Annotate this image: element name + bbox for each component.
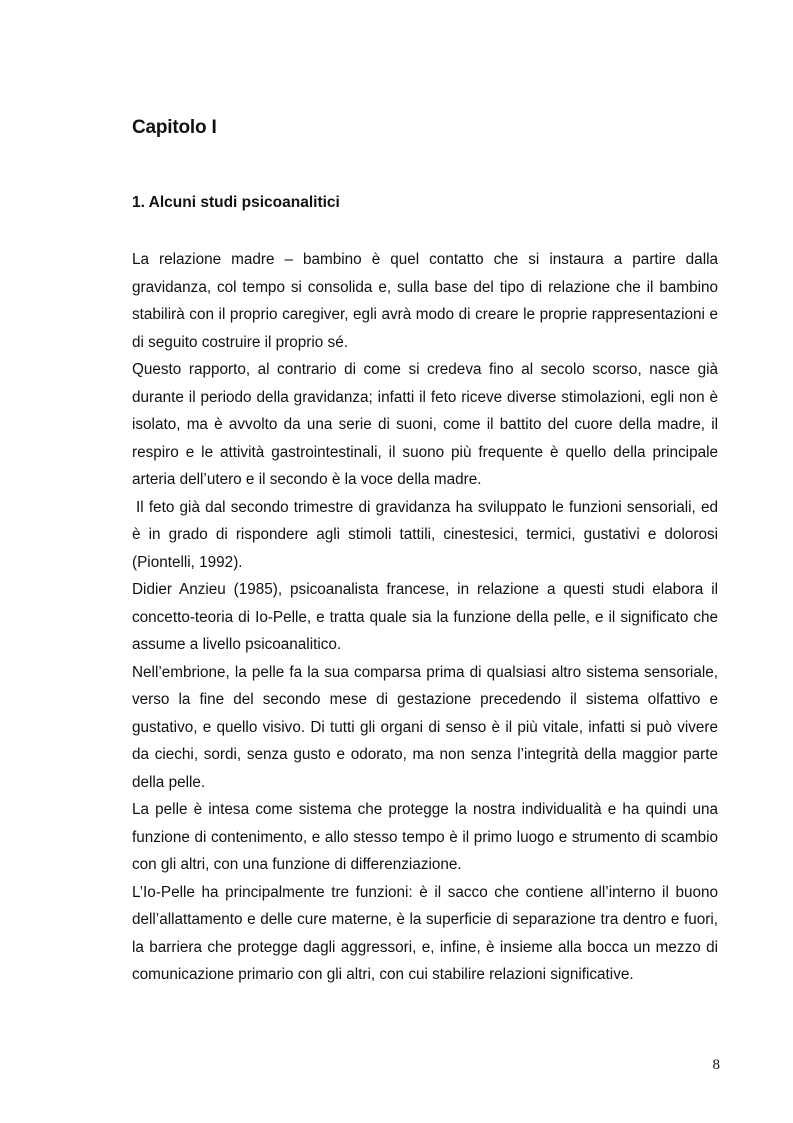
paragraph: Il feto già dal secondo trimestre di gravidanza ha sviluppato le funzioni sensoriali, ed è in grado di rispondere agli stimoli tattili, cinestesici, termici, gustativi e dolorosi (Piontelli, 1992). (132, 498, 718, 571)
section-title: 1. Alcuni studi psicoanalitici (132, 194, 340, 211)
paragraph: Nell’embrione, la pelle fa la sua comparsa prima di qualsiasi altro sistema sensoriale, verso la fine del secondo mese di gestazione precedendo il sistema olfattivo e gustativo, e quello visivo. Di tutti gli organi di senso è il più vitale, infatti si può vivere da ciechi, sordi, senza gusto e odorato, ma non senza l’integrità della maggior parte della pelle. (132, 663, 718, 791)
paragraph: Didier Anzieu (1985), psicoanalista francese, in relazione a questi studi elabora il concetto-teoria di Io-Pelle, e tratta quale sia la funzione della pelle, e il significato che assume a livello psicoanalitico. (132, 581, 718, 653)
page-number: 8 (712, 1057, 720, 1073)
body-text (132, 246, 718, 989)
paragraph: La relazione madre – bambino è quel contatto che si instaura a partire dalla gravidanza, col tempo si consolida e, sulla base del tipo di relazione che il bambino stabilirà con il proprio caregiver, egli avrà modo di creare le proprie rappresentazioni e di seguito costruire il proprio sé. (132, 251, 718, 351)
paragraph: L’Io-Pelle ha principalmente tre funzioni: è il sacco che contiene all’interno il buono dell’allattamento e delle cure materne, è la superficie di separazione tra dentro e fuori, la barriera che protegge dagli aggressori, e, infine, è insieme alla bocca un mezzo di comunicazione primario con gli altri, con cui stabilire relazioni significative. (132, 883, 718, 983)
paragraph: Questo rapporto, al contrario di come si credeva fino al secolo scorso, nasce già durante il periodo della gravidanza; infatti il feto riceve diverse stimolazioni, egli non è isolato, ma è avvolto da una serie di suoni, come il battito del cuore della madre, il respiro e le attività gastrointestinali, il suono più frequente è quello della principale arteria dell’utero e il secondo è la voce della madre. (132, 361, 718, 488)
paragraph: La pelle è intesa come sistema che protegge la nostra individualità e ha quindi una funzione di contenimento, e allo stesso tempo è il primo luogo e strumento di scambio con gli altri, con una funzione di differenziazione. (132, 801, 718, 873)
chapter-title: Capitolo I (132, 117, 217, 138)
